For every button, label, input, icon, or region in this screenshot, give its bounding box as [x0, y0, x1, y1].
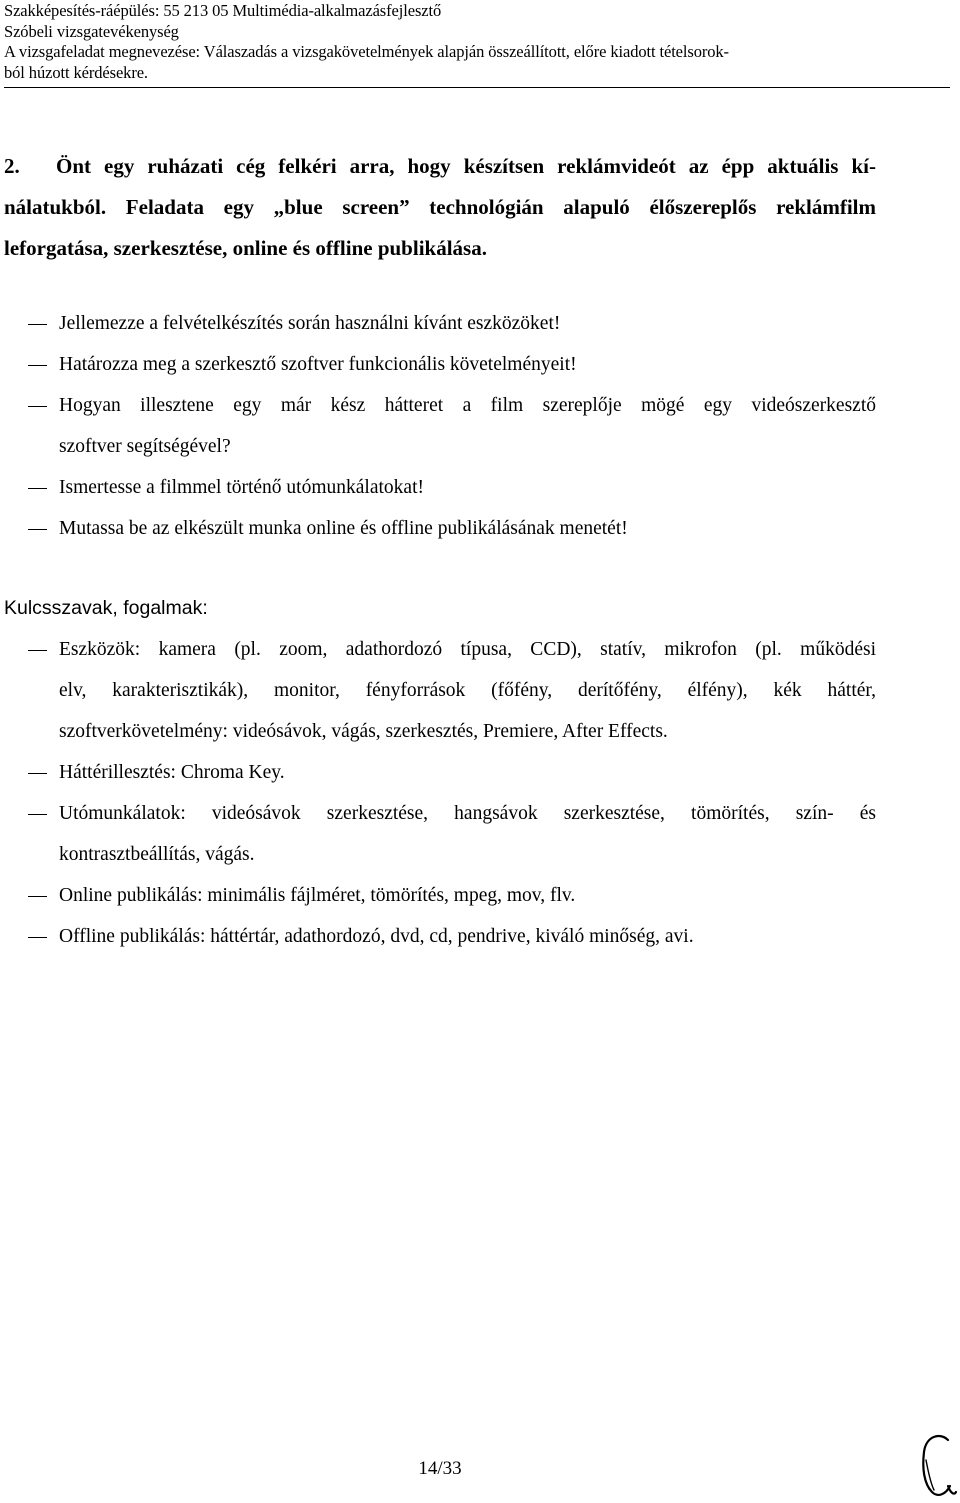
task-text: Mutassa be az elkészült munka online és offline publikálásának menetét! [59, 518, 628, 539]
dash-bullet-icon [28, 365, 47, 366]
keyword-text-continued: kontrasztbeállítás, vágás. [59, 844, 255, 865]
keyword-text: Eszközök: kamera (pl. zoom, adathordozó típusa, CCD), statív, mikrofon (pl. működési [59, 639, 876, 660]
task-text: Hogyan illesztene egy már kész hátteret a film szereplője mögé egy videószerkesztő [59, 395, 876, 416]
task-item [4, 467, 876, 508]
task-list [4, 303, 876, 549]
dash-bullet-icon [28, 324, 47, 325]
keyword-item [4, 752, 876, 793]
keyword-item [4, 629, 876, 752]
dash-bullet-icon [28, 896, 47, 897]
header-qualification: Szakképesítés-ráépülés: 55 213 05 Multimédia-alkalmazásfejlesztő [4, 1, 442, 20]
task-text: Jellemezze a felvételkészítés során használni kívánt eszközöket! [59, 313, 561, 334]
question-line-2: nálatukból. Feladata egy „blue screen” technológián alapuló élőszereplős reklámfilm [4, 195, 876, 219]
header-divider [4, 87, 950, 88]
keyword-item [4, 916, 876, 957]
task-item [4, 508, 876, 549]
keyword-text: Háttérillesztés: Chroma Key. [59, 762, 285, 783]
page-number: 14/33 [418, 1458, 462, 1479]
keyword-item [4, 793, 876, 875]
question-line-3: leforgatása, szerkesztése, online és offline publikálása. [4, 236, 487, 260]
question-number: 2. [4, 154, 20, 178]
header-exam-type: Szóbeli vizsgatevékenység [4, 21, 179, 41]
keyword-text-continued: elv, karakterisztikák), monitor, fényforrások (főfény, derítőfény, élfény), kék háttér, [59, 680, 876, 701]
keyword-text: Utómunkálatok: videósávok szerkesztése, hangsávok szerkesztése, tömörítés, szín- és [59, 803, 876, 824]
header-task-name-line2: ból húzott kérdésekre. [4, 62, 148, 82]
dash-bullet-icon [28, 814, 47, 815]
keyword-list [4, 629, 876, 957]
keyword-text-continued: szoftverkövetelmény: videósávok, vágás, szerkesztés, Premiere, After Effects. [59, 721, 668, 742]
question-line-1 [4, 146, 876, 187]
task-item [4, 303, 876, 344]
keyword-text: Offline publikálás: háttértár, adathordozó, dvd, cd, pendrive, kiváló minőség, avi. [59, 926, 694, 947]
page-header [4, 1, 944, 83]
question-text-1: Önt egy ruházati cég felkéri arra, hogy készítsen reklámvideót az épp aktuális kí- [56, 154, 876, 178]
dash-bullet-icon [28, 650, 47, 651]
dash-bullet-icon [28, 406, 47, 407]
dash-bullet-icon [28, 529, 47, 530]
task-text-continued: szoftver segítségével? [59, 436, 231, 457]
task-text: Ismertesse a filmmel történő utómunkálatokat! [59, 477, 424, 498]
keywords-heading: Kulcsszavak, fogalmak: [4, 597, 208, 619]
keyword-item [4, 875, 876, 916]
signature-icon [914, 1430, 958, 1502]
dash-bullet-icon [28, 937, 47, 938]
dash-bullet-icon [28, 773, 47, 774]
task-text: Határozza meg a szerkesztő szoftver funkcionális követelményeit! [59, 354, 577, 375]
keyword-text: Online publikálás: minimális fájlméret, tömörítés, mpeg, mov, flv. [59, 885, 576, 906]
dash-bullet-icon [28, 488, 47, 489]
question-block [4, 146, 876, 269]
task-item [4, 385, 876, 467]
header-task-name-line1: A vizsgafeladat megnevezése: Válaszadás a vizsgakövetelmények alapján összeállított, előre kiadott tételsorok- [4, 42, 729, 61]
task-item [4, 344, 876, 385]
